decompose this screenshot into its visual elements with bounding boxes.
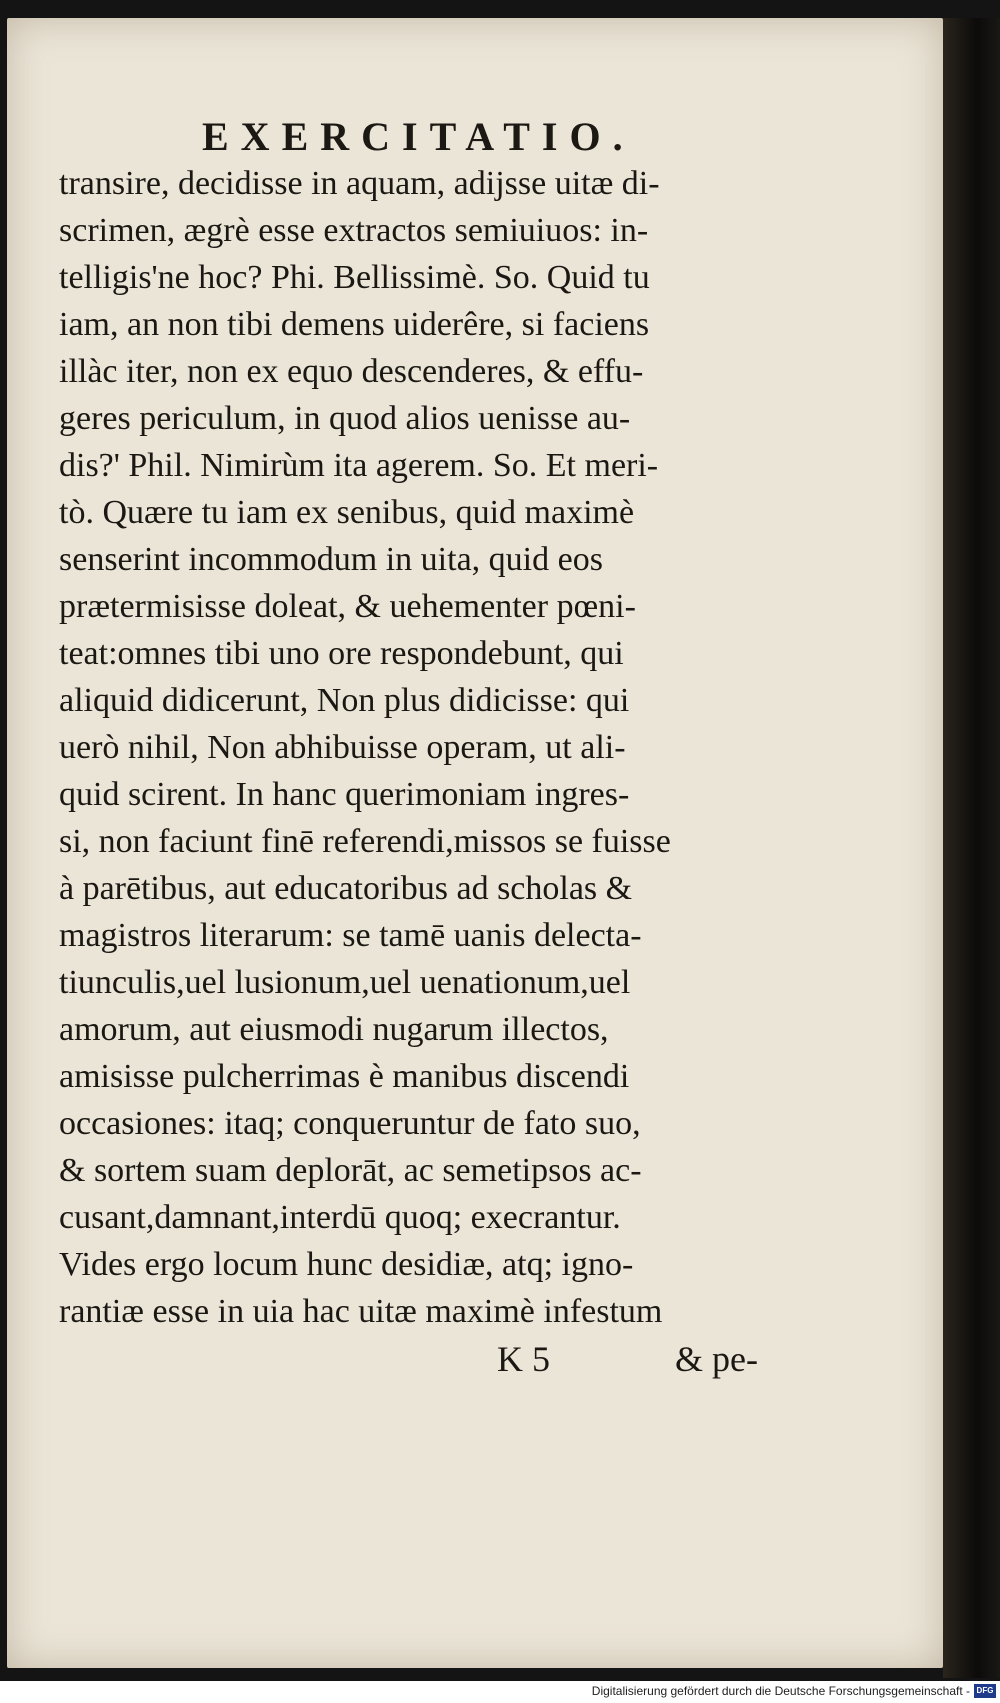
text-line: tiunculis,uel lusionum,uel uenationum,uel — [59, 964, 631, 1001]
catchword: & pe- — [675, 1339, 758, 1379]
book-gutter — [943, 18, 1000, 1678]
text-line: transire, decidisse in aquam, adijsse uitæ di- — [59, 165, 660, 202]
text-line: aliquid didicerunt, Non plus didicisse: qui — [59, 682, 630, 719]
body-text — [59, 160, 779, 1335]
text-line: amisisse pulcherrimas è manibus discendi — [59, 1058, 630, 1095]
text-line: geres periculum, in quod alios uenisse au- — [59, 400, 631, 437]
text-line: quid scirent. In hanc querimoniam ingres- — [59, 776, 630, 813]
dfg-logo: DFG — [974, 1684, 996, 1698]
text-line: amorum, aut eiusmodi nugarum illectos, — [59, 1011, 609, 1048]
text-line: uerò nihil, Non abhibuisse operam, ut ali- — [59, 729, 626, 766]
text-line: senserint incommodum in uita, quid eos — [59, 541, 603, 578]
running-head: EXERCITATIO. — [202, 114, 635, 159]
text-line: prætermisisse doleat, & uehementer pœni- — [59, 588, 636, 625]
text-line: telligis'ne hoc? Phi. Bellissimè. So. Quid tu — [59, 259, 650, 296]
text-line: tò. Quære tu iam ex senibus, quid maximè — [59, 494, 635, 531]
text-line: magistros literarum: se tamē uanis delecta- — [59, 917, 642, 954]
footer-credit: Digitalisierung gefördert durch die Deutsche Forschungsgemeinschaft - — [591, 1684, 970, 1698]
text-line: scrimen, ægrè esse extractos semiuiuos: in- — [59, 212, 649, 249]
text-line: iam, an non tibi demens uiderêre, si faciens — [59, 306, 650, 343]
text-line: rantiæ esse in uia hac uitæ maximè infestum — [59, 1293, 663, 1330]
text-line: & sortem suam deplorāt, ac semetipsos ac- — [59, 1152, 642, 1189]
text-line: dis?' Phil. Nimirùm ita agerem. So. Et meri- — [59, 447, 659, 484]
text-line: illàc iter, non ex equo descenderes, & effu- — [59, 353, 644, 390]
signature-mark: K 5 — [497, 1339, 550, 1379]
book-page — [7, 18, 943, 1668]
digitization-footer — [0, 1681, 1000, 1703]
text-line: Vides ergo locum hunc desidiæ, atq; igno- — [59, 1246, 634, 1283]
text-line: teat:omnes tibi uno ore respondebunt, qui — [59, 635, 624, 672]
text-line: si, non faciunt finē referendi,missos se fuisse — [59, 823, 671, 860]
text-line: cusant,damnant,interdū quoq; execrantur. — [59, 1199, 621, 1236]
text-line: occasiones: itaq; conqueruntur de fato suo, — [59, 1105, 641, 1142]
text-line: à parētibus, aut educatoribus ad scholas & — [59, 870, 633, 907]
